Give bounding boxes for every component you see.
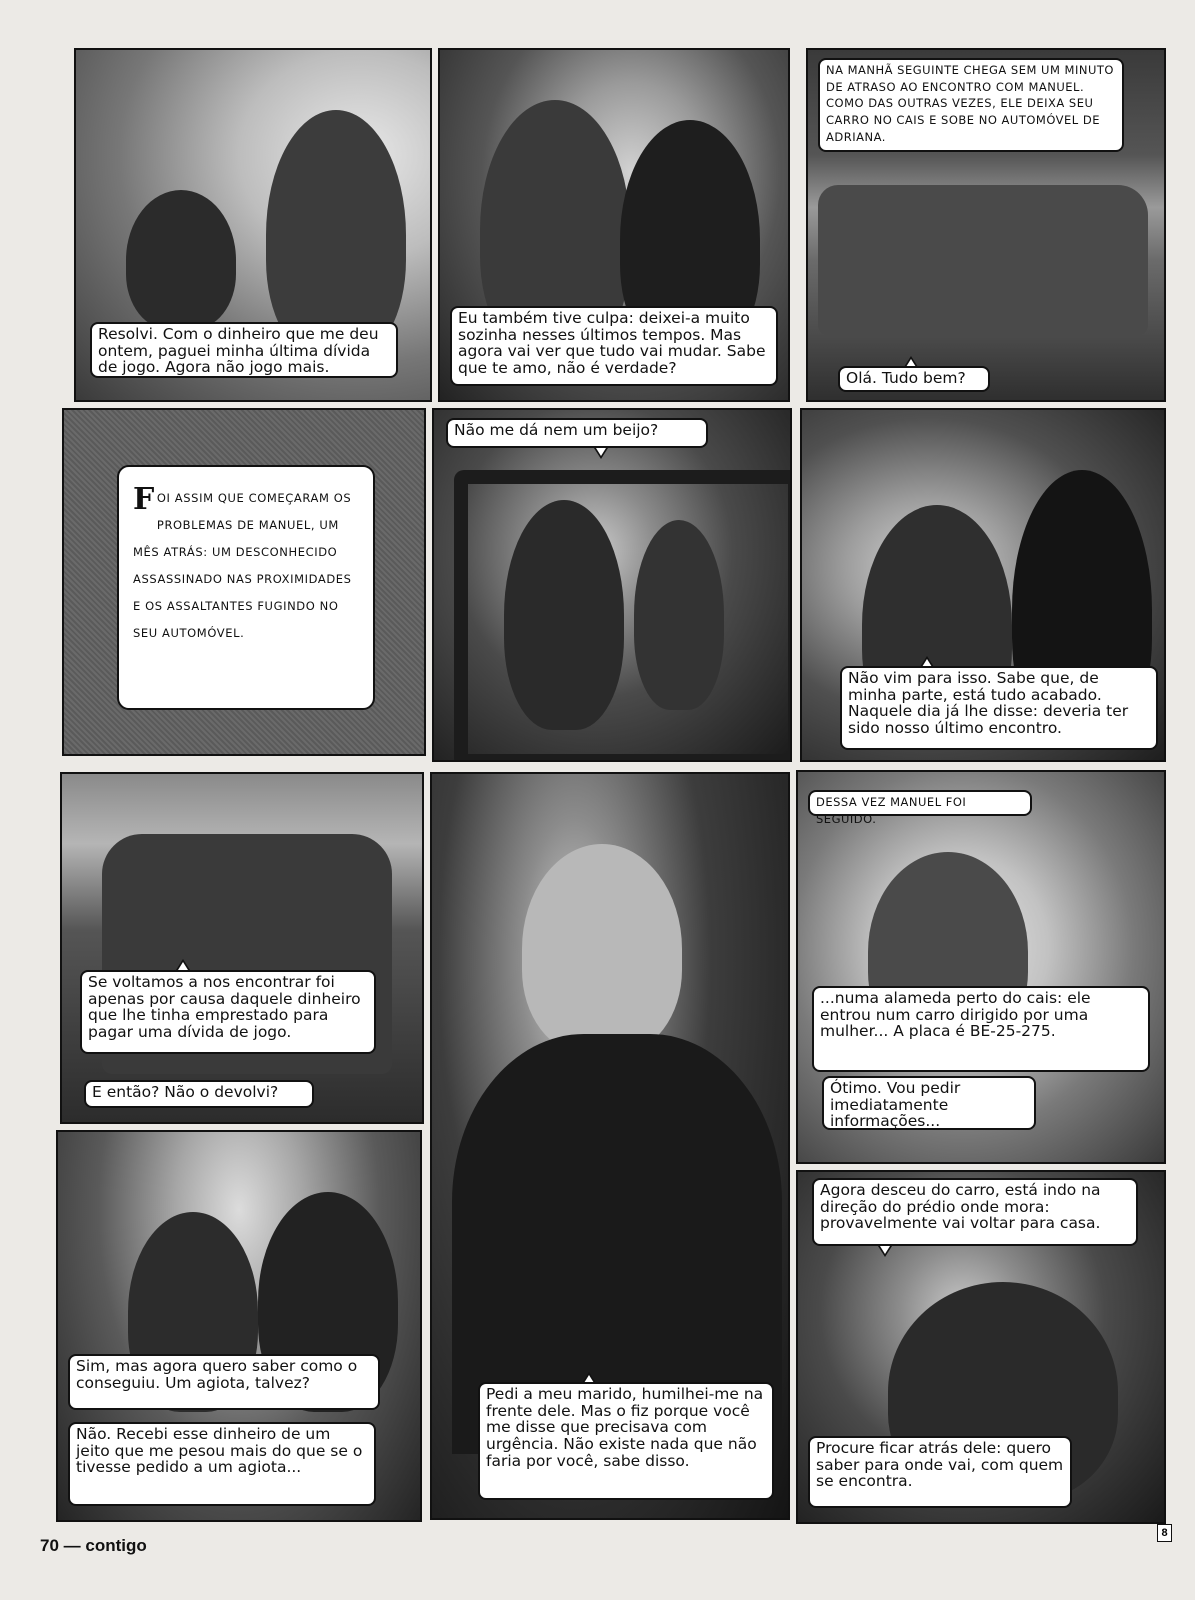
speech-bubble xyxy=(822,1076,1036,1130)
speech-tail xyxy=(176,959,190,970)
magazine-name: contigo xyxy=(85,1536,147,1555)
car-figure xyxy=(818,185,1148,335)
caption-box xyxy=(808,790,1032,826)
corner-number: 8 xyxy=(1157,1524,1172,1542)
speech-bubble xyxy=(90,322,398,378)
intro-caption xyxy=(117,465,375,710)
footer-separator: — xyxy=(63,1536,81,1555)
speech-bubble xyxy=(446,418,708,448)
panel-1 xyxy=(74,48,432,402)
panel-10 xyxy=(56,1130,422,1522)
woman-figure xyxy=(634,520,724,710)
woman-face xyxy=(522,844,682,1054)
intro-text: OI ASSIM QUE COMEÇARAM OS PROBLEMAS DE MANUEL, UM MÊS ATRÁS: UM DESCONHECIDO ASSASSINADO NAS PROXIMIDADES E OS ASSALTANTES FUGINDO NO SEU AUTOMÓVEL. xyxy=(133,491,352,641)
speech-bubble xyxy=(84,1080,314,1108)
speech-tail xyxy=(594,448,608,459)
dropcap: F xyxy=(133,482,155,517)
speech-bubble xyxy=(68,1354,380,1410)
speech-text: Sim, mas agora quero saber como o conseguiu. Um agiota, talvez? xyxy=(76,1357,358,1392)
speech-bubble xyxy=(840,666,1158,750)
caption-box xyxy=(818,58,1124,152)
panel-8 xyxy=(430,772,790,1520)
speech-bubble xyxy=(68,1422,376,1506)
speech-bubble xyxy=(812,1178,1138,1246)
panel-9 xyxy=(796,770,1166,1164)
speech-text: Olá. Tudo bem? xyxy=(846,369,966,387)
speech-text: Eu também tive culpa: deixei-a muito sozinha nesses últimos tempos. Mas agora vai ver que tudo vai mudar. Sabe que te amo, não é verdade? xyxy=(458,309,766,378)
speech-text: Ótimo. Vou pedir imediatamente informações... xyxy=(830,1079,961,1131)
man-figure xyxy=(504,500,624,730)
speech-text: Pedi a meu marido, humilhei-me na frente dele. Mas o fiz porque você me disse que precisava com urgência. Não existe nada que não faria por você, sabe disso. xyxy=(486,1385,764,1470)
page-number: 70 xyxy=(40,1536,59,1555)
speech-text: Resolvi. Com o dinheiro que me deu ontem, paguei minha última dívida de jogo. Agora não jogo mais. xyxy=(98,325,379,377)
panel-3 xyxy=(806,48,1166,402)
panel-2 xyxy=(438,48,790,402)
panel-6 xyxy=(800,408,1166,762)
speech-text: Não vim para isso. Sabe que, de minha parte, está tudo acabado. Naquele dia já lhe disse: deveria ter sido nosso último encontro. xyxy=(848,669,1129,738)
speech-bubble xyxy=(478,1382,774,1500)
speech-bubble xyxy=(450,306,778,386)
speech-text: Não. Recebi esse dinheiro de um jeito que me pesou mais do que se o tivesse pedido a um agiota... xyxy=(76,1425,363,1477)
page-footer xyxy=(40,1536,147,1556)
speech-text: Se voltamos a nos encontrar foi apenas por causa daquele dinheiro que lhe tinha emprestado para pagar uma dívida de jogo. xyxy=(88,973,361,1042)
speech-text: ...numa alameda perto do cais: ele entrou num carro dirigido por uma mulher... A placa é BE-25-275. xyxy=(820,989,1091,1041)
speech-text: Não me dá nem um beijo? xyxy=(454,421,659,439)
speech-text: E então? Não o devolvi? xyxy=(92,1083,279,1101)
speech-tail xyxy=(878,1246,892,1257)
caption-text: DESSA VEZ MANUEL FOI SEGUIDO. xyxy=(816,795,967,826)
speech-bubble xyxy=(808,1436,1072,1508)
speech-bubble xyxy=(80,970,376,1054)
speech-text: Agora desceu do carro, está indo na direção do prédio onde mora: provavelmente vai voltar para casa. xyxy=(820,1181,1101,1233)
panel-5 xyxy=(432,408,792,762)
speech-bubble xyxy=(838,366,990,392)
caption-text: NA MANHÃ SEGUINTE CHEGA SEM UM MINUTO DE ATRASO AO ENCONTRO COM MANUEL. COMO DAS OUTRAS VEZES, ELE DEIXA SEU CARRO NO CAIS E SOBE NO AUTOMÓVEL DE ADRIANA. xyxy=(826,63,1114,144)
panel-7 xyxy=(60,772,424,1124)
speech-text: Procure ficar atrás dele: quero saber para onde vai, com quem se encontra. xyxy=(816,1439,1064,1491)
woman-figure xyxy=(126,190,236,330)
panel-11 xyxy=(796,1170,1166,1524)
speech-bubble xyxy=(812,986,1150,1072)
